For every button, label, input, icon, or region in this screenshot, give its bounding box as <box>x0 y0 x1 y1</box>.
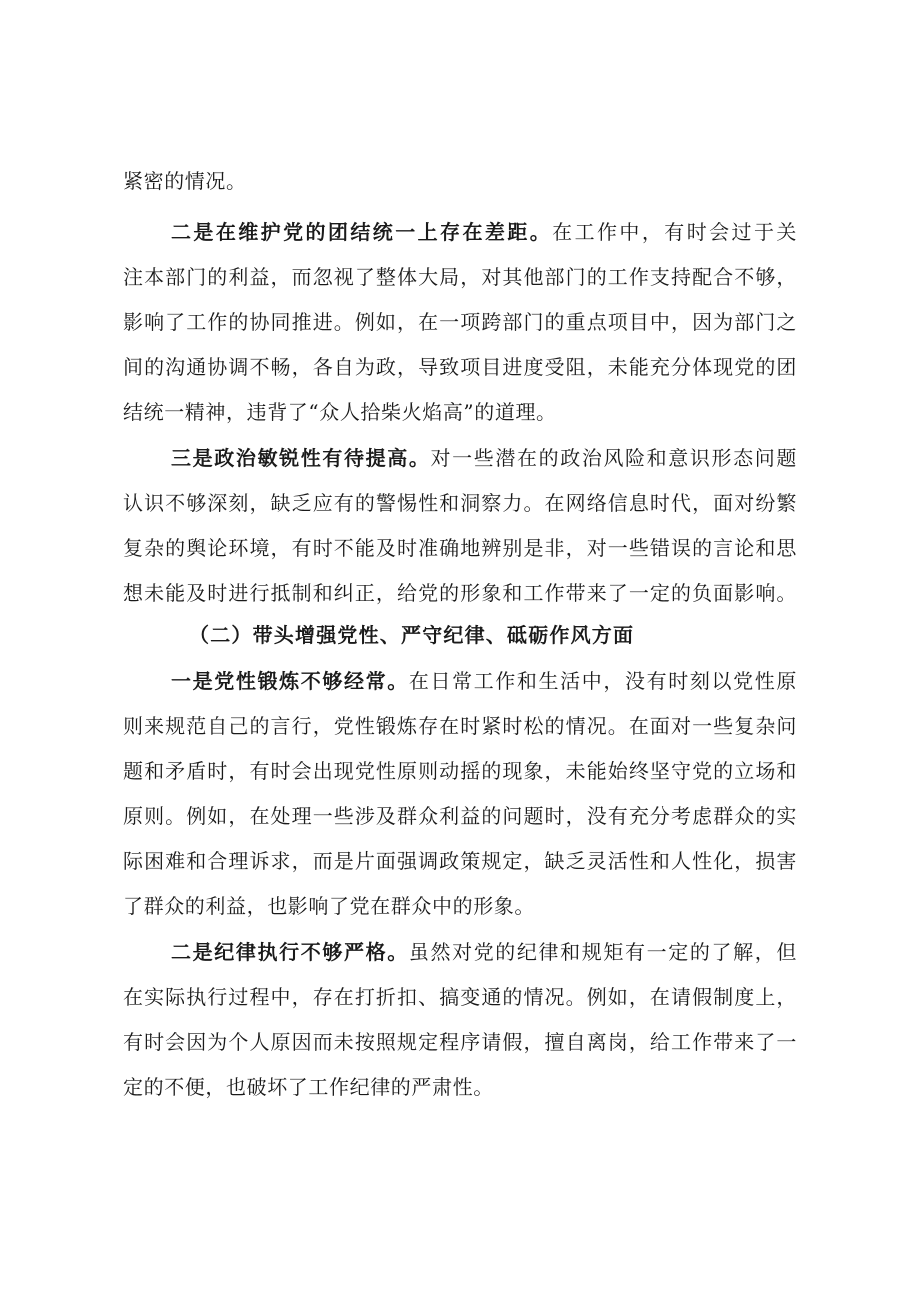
paragraph-text: 题和矛盾时，有时会出现党性原则动摇的现象，未能始终坚守党的立场和 <box>123 759 797 783</box>
text-line <box>123 982 797 1012</box>
paragraph-text: 在工作中，有时会过于关 <box>552 220 797 244</box>
text-line <box>123 488 797 518</box>
text-line <box>123 262 797 292</box>
paragraph-lead: 二是在维护党的团结统一上存在差距。 <box>171 220 553 244</box>
paragraph-lead: 二是纪律执行不够严格。 <box>171 940 409 964</box>
text-line <box>123 578 797 608</box>
paragraph-text: 在实际执行过程中，存在打折扣、搞变通的情况。例如，在请假制度上， <box>123 985 797 1009</box>
paragraph-text: 了群众的利益，也影响了党在群众中的形象。 <box>123 894 535 918</box>
section-heading: （二）带头增强党性、严守纪律、砥砺作风方面 <box>189 623 635 647</box>
paragraph-text: 复杂的舆论环境，有时不能及时准确地辨别是非，对一些错误的言论和思 <box>123 536 797 560</box>
text-line <box>123 533 797 563</box>
text-line <box>171 937 797 967</box>
text-line <box>123 397 797 427</box>
text-line <box>123 352 797 382</box>
text-line <box>123 891 797 921</box>
paragraph-lead: 一是党性锻炼不够经常。 <box>171 669 409 693</box>
paragraph-text: 影响了工作的协同推进。例如，在一项跨部门的重点项目中，因为部门之 <box>123 310 797 334</box>
paragraph-text: 认识不够深刻，缺乏应有的警惕性和洞察力。在网络信息时代，面对纷繁 <box>123 491 797 515</box>
text-line <box>123 1072 797 1102</box>
paragraph-text: 想未能及时进行抵制和纠正，给党的形象和工作带来了一定的负面影响。 <box>123 581 797 605</box>
paragraph-text: 则来规范自己的言行，党性锻炼存在时紧时松的情况。在面对一些复杂问 <box>123 714 797 738</box>
text-line <box>171 217 797 247</box>
text-line <box>171 666 797 696</box>
text-line <box>123 307 797 337</box>
paragraph-text: 有时会因为个人原因而未按照规定程序请假，擅自离岗，给工作带来了一 <box>123 1030 797 1054</box>
paragraph-text: 注本部门的利益，而忽视了整体大局，对其他部门的工作支持配合不够， <box>123 265 797 289</box>
text-line <box>123 1027 797 1057</box>
paragraph-text: 对一些潜在的政治风险和意识形态问题 <box>430 446 798 470</box>
paragraph-text: 虽然对党的纪律和规矩有一定的了解，但 <box>408 940 797 964</box>
paragraph-text: 原则。例如，在处理一些涉及群众利益的问题时，没有充分考虑群众的实 <box>123 804 797 828</box>
paragraph-lead: 三是政治敏锐性有待提高。 <box>171 446 431 470</box>
text-line <box>123 711 797 741</box>
text-line <box>123 846 797 876</box>
paragraph-text: 定的不便，也破坏了工作纪律的严肃性。 <box>123 1075 494 1099</box>
paragraph-text: 在日常工作和生活中，没有时刻以党性原 <box>408 669 797 693</box>
text-line <box>123 166 797 196</box>
paragraph-text: 际困难和合理诉求，而是片面强调政策规定，缺乏灵活性和人性化，损害 <box>123 849 797 873</box>
paragraph-text: 结统一精神，违背了“众人拾柴火焰高”的道理。 <box>123 400 557 424</box>
paragraph-text: 紧密的情况。 <box>123 169 247 193</box>
text-line <box>123 756 797 786</box>
text-line <box>123 801 797 831</box>
paragraph-text: 间的沟通协调不畅，各自为政，导致项目进度受阻，未能充分体现党的团 <box>123 355 797 379</box>
text-line <box>171 443 797 473</box>
